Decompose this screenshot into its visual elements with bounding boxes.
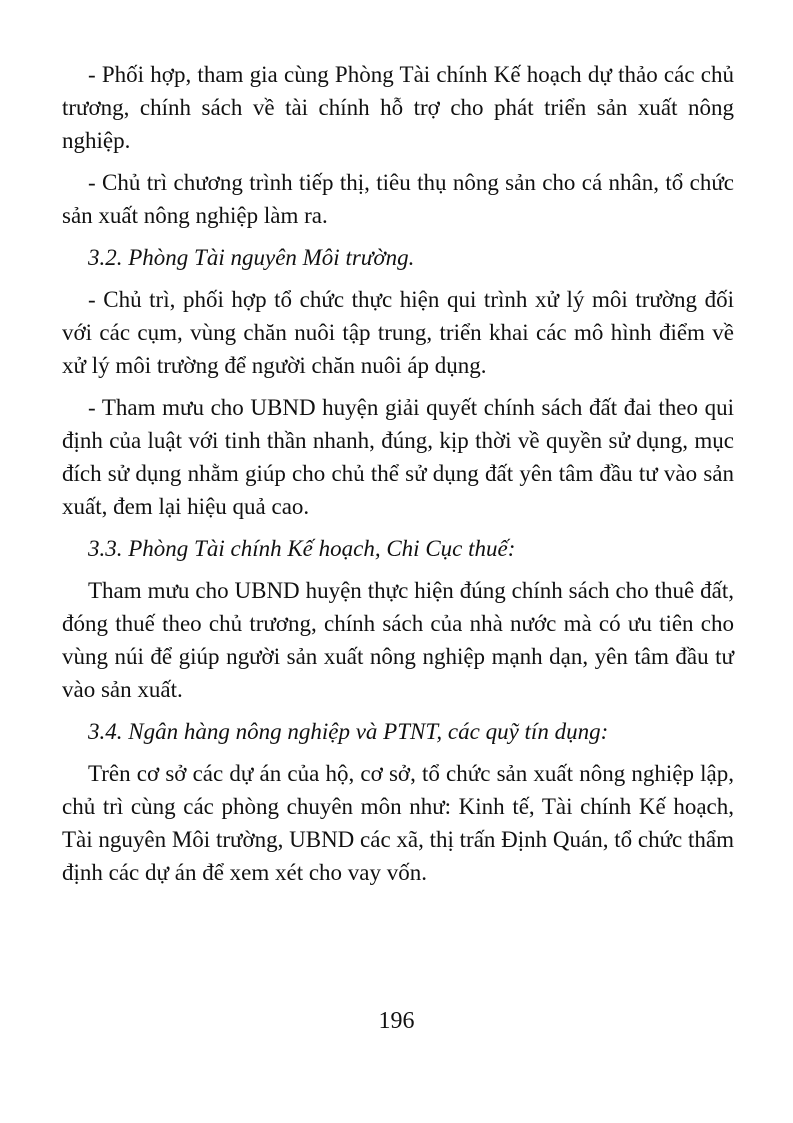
section-heading-3-3: 3.3. Phòng Tài chính Kế hoạch, Chi Cục thuế: xyxy=(88,536,516,561)
paragraph-land-policy: - Tham mưu cho UBND huyện giải quyết chính sách đất đai theo qui định của luật với tinh thần nhanh, đúng, kịp thời về quyền sử dụng, mục đích sử dụng nhằm giúp cho chủ thể sử dụng đất yên tâm đầu tư vào sản xuất, đem lại hiệu quả cao. xyxy=(62,395,734,519)
paragraph-coordinate-finance: - Phối hợp, tham gia cùng Phòng Tài chính Kế hoạch dự thảo các chủ trương, chính sách về tài chính hỗ trợ cho phát triển sản xuất nông nghiệp. xyxy=(62,62,734,153)
section-heading-3-2: 3.2. Phòng Tài nguyên Môi trường. xyxy=(88,245,415,270)
section-heading-3-4: 3.4. Ngân hàng nông nghiệp và PTNT, các quỹ tín dụng: xyxy=(88,719,609,744)
paragraph-tax-policy: Tham mưu cho UBND huyện thực hiện đúng chính sách cho thuê đất, đóng thuế theo chủ trương, chính sách của nhà nước mà có ưu tiên cho vùng núi để giúp người sản xuất nông nghiệp mạnh dạn, yên tâm đầu tư vào sản xuất. xyxy=(62,578,734,702)
paragraph-environment-process: - Chủ trì, phối hợp tổ chức thực hiện qui trình xử lý môi trường đối với các cụm, vùng chăn nuôi tập trung, triển khai các mô hình điểm về xử lý môi trường để người chăn nuôi áp dụng. xyxy=(62,287,734,378)
paragraph-marketing-program: - Chủ trì chương trình tiếp thị, tiêu thụ nông sản cho cá nhân, tổ chức sản xuất nông nghiệp làm ra. xyxy=(62,170,734,228)
page-number: 196 xyxy=(378,1008,415,1034)
paragraph-loan-appraisal: Trên cơ sở các dự án của hộ, cơ sở, tổ chức sản xuất nông nghiệp lập, chủ trì cùng các phòng chuyên môn như: Kinh tế, Tài chính Kế hoạch, Tài nguyên Môi trường, UBND các xã, thị trấn Định Quán, tổ chức thẩm định các dự án để xem xét cho vay vốn. xyxy=(62,761,734,885)
document-page xyxy=(62,58,734,898)
